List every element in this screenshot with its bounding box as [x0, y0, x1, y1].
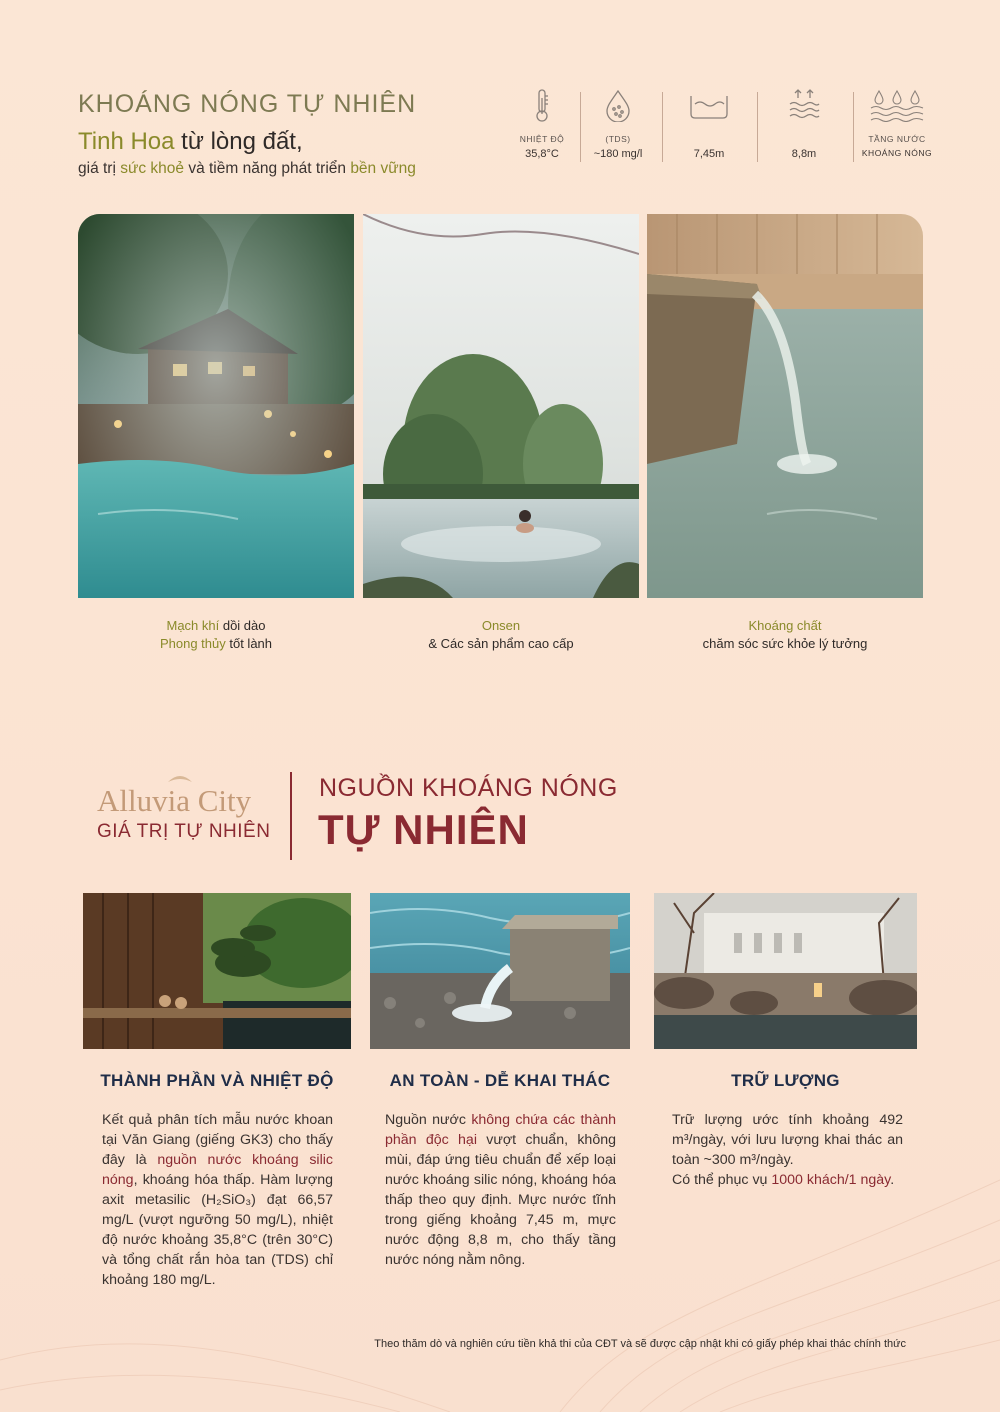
- brand-tagline: GIÁ TRỊ TỰ NHIÊN: [97, 821, 271, 842]
- card-title-safety: AN TOÀN - DỄ KHAI THÁC: [389, 1071, 611, 1090]
- card-text-highlight: 1000 khách/1 ngày: [771, 1172, 891, 1188]
- brand-logo: Alluvia City: [97, 783, 252, 818]
- source-title-big: TỰ NHIÊN: [318, 806, 529, 853]
- stat-label: TẦNG NƯỚC: [868, 134, 926, 144]
- subline-part: giá trị: [78, 160, 121, 177]
- stat-value: 8,8m: [791, 148, 817, 160]
- photo-forest-onsen-lodge: [78, 214, 354, 598]
- card-title-reserves: TRỮ LƯỢNG: [731, 1071, 840, 1090]
- caption-onsen: [363, 617, 639, 653]
- caption-highlight: Khoáng chất: [748, 618, 822, 633]
- card-title-composition: THÀNH PHẦN VÀ NHIỆT ĐỘ: [100, 1071, 334, 1090]
- subline-highlight: bền vững: [350, 160, 416, 177]
- headline: [78, 128, 303, 156]
- stat-static-level: [669, 88, 749, 160]
- source-title-top: NGUỒN KHOÁNG NÓNG: [319, 774, 618, 802]
- stat-divider: [757, 92, 758, 162]
- stat-value: ~180 mg/l: [593, 148, 643, 160]
- subline: [78, 160, 416, 178]
- caption-minerals: [647, 617, 923, 653]
- caption-text: dồi dào: [219, 618, 266, 633]
- stat-tds: [578, 88, 658, 160]
- rising-water-icon: [786, 88, 822, 122]
- photo-wooden-bath-bonsai: [83, 893, 351, 1049]
- caption-text: chăm sóc sức khỏe lý tưởng: [702, 636, 868, 651]
- caption-forest: [78, 617, 354, 653]
- card-text-part: Trữ lượng ước tính khoảng 492 m³/ngày, với lưu lượng khai thác an toàn ~300 m³/ngày.: [672, 1112, 903, 1168]
- stat-label: (TDS): [605, 134, 631, 144]
- headline-rest: từ lòng đất,: [174, 128, 303, 155]
- stat-divider: [662, 92, 663, 162]
- thermometer-icon: [530, 88, 554, 122]
- photo-rock-garden-pool: [654, 893, 917, 1049]
- stat-label: KHOÁNG NÓNG: [861, 148, 933, 158]
- stat-temperature: [502, 88, 582, 160]
- photo-wooden-spout: [370, 893, 630, 1049]
- brand-divider: [290, 772, 292, 860]
- stat-mineral-layer: [857, 88, 937, 158]
- caption-highlight: Mạch khí: [166, 618, 220, 633]
- section-title: KHOÁNG NÓNG TỰ NHIÊN: [78, 90, 417, 118]
- card-text-highlight: nguồn nước khoáng silic nóng: [102, 1152, 333, 1188]
- stat-dynamic-level: [764, 88, 844, 160]
- headline-highlight: Tinh Hoa: [78, 128, 175, 155]
- stat-divider: [853, 92, 854, 162]
- stat-label: [669, 134, 749, 146]
- caption-highlight: Phong thủy: [159, 636, 226, 651]
- mineral-layer-icon: [869, 88, 925, 122]
- card-text-highlight: không chứa các thành phần độc hại: [385, 1112, 616, 1148]
- card-text-part: .: [890, 1172, 895, 1188]
- card-text-composition: [102, 1110, 333, 1290]
- card-text-part: vượt chuẩn, không mùi, đáp ứng tiêu chuẩn để xếp loại nước khoáng silic nóng, khoáng hóa thấp theo quy định. Mực nước tĩnh trong giếng khoảng 7,45 m, mực nước động 8,8 m, cho thấy tầng nước nóng nằm nông.: [385, 1132, 616, 1268]
- card-text-part: Nguồn nước: [385, 1112, 472, 1128]
- card-text-part: , khoáng hóa thấp. Hàm lượng axit metasilic (H₂SiO₃) đạt 66,57 mg/L (vượt ngưỡng 50 mg/L), nhiệt độ nước khoảng 35,8°C (trên 30°C) và tổng chất rắn hòa tan (TDS) chỉ khoảng 180 mg/L.: [102, 1172, 333, 1288]
- card-text-safety: [385, 1110, 616, 1270]
- subline-highlight: sức khoẻ: [120, 160, 185, 177]
- stat-value: 7,45m: [693, 148, 725, 160]
- photo-onsen-bather: [363, 214, 639, 598]
- card-text-reserves: [672, 1110, 903, 1190]
- basin-level-icon: [687, 88, 731, 122]
- stat-label: NHIỆT ĐỘ: [519, 134, 565, 144]
- photo-stone-spout-pool: [647, 214, 923, 598]
- stat-value: 35,8°C: [525, 148, 559, 160]
- caption-text: tốt lành: [225, 636, 273, 651]
- stat-label: [764, 134, 844, 146]
- card-text-part: Kết quả phân tích mẫu nước khoan tại Văn Giang (giếng GK3) cho thấy đây là: [102, 1112, 333, 1168]
- water-drop-icon: [601, 88, 635, 122]
- footnote: Theo thăm dò và nghiên cứu tiền khả thi của CĐT và sẽ được cập nhật khi có giấy phép khai thác chính thức: [374, 1338, 906, 1350]
- card-text-part: Có thể phục vụ: [672, 1172, 772, 1188]
- subline-part: và tiềm năng phát triển: [184, 160, 351, 177]
- caption-highlight: Onsen: [481, 618, 521, 633]
- caption-text: & Các sản phẩm cao cấp: [428, 636, 574, 651]
